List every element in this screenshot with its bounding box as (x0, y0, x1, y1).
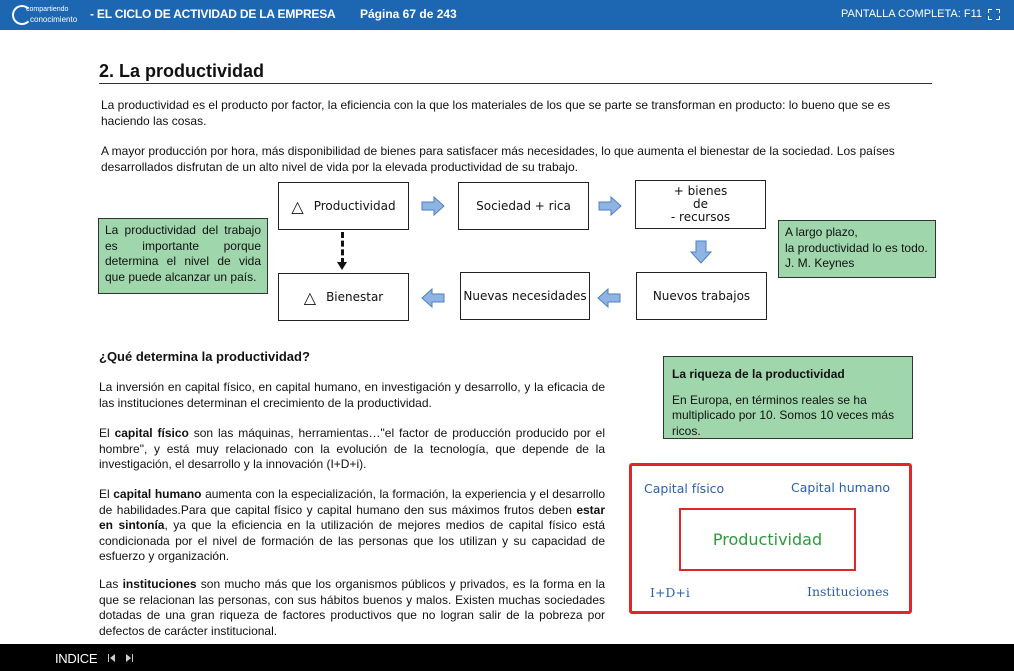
note-right-line1: A largo plazo, (785, 225, 858, 239)
section-title: 2. La productividad (99, 61, 265, 81)
diagram-box-nuevos-trabajos (636, 272, 767, 320)
text-run-bold: estar en sintonía (99, 502, 605, 532)
body-paragraph-4 (99, 577, 605, 639)
box-label-line1: + bienes (673, 184, 728, 198)
arrow-left-icon (421, 288, 445, 308)
body-paragraph-3 (99, 487, 605, 565)
document-title: - EL CICLO DE ACTIVIDAD DE LA EMPRESA (90, 7, 336, 21)
text-run: , ya que la eficiencia en la utilización de mejores medios de capital físico está condicionada por el nivel de formación de las personas que los utilizan y su capacidad de esfuerzo y organización. (99, 518, 606, 563)
diagram-box-bienes (635, 180, 766, 229)
productividad-center-box: Productividad (679, 508, 856, 571)
factor-idi: I+D+i (650, 585, 690, 600)
logo-text-top: compartiendo (26, 6, 69, 13)
text-run: son mucho más que los organismos públicos y privados, es la forma en la que se relacionan las personas, con sus hábitos buenos y malos. Existen muchas sociedades dotadas de una gran riqueza de factores productivos que no logran salir de la pobreza por defectos de carácter institucional. (99, 577, 605, 638)
factor-capital-fisico: Capital físico (644, 481, 725, 496)
intro-paragraph-2: A mayor producción por hora, más disponibilidad de bienes para satisfacer más necesidades, lo que aumenta el bienestar de la sociedad. Los países desarrollados disfrutan de un alto nivel de vida por la elevada productividad de su trabajo. (101, 144, 895, 174)
box-label: Sociedad + rica (476, 199, 571, 213)
text-run: El (99, 487, 114, 501)
index-link[interactable]: INDICE (55, 651, 98, 666)
delta-icon: △ (303, 287, 317, 307)
bottom-bar (0, 644, 1014, 671)
factor-capital-humano: Capital humano (791, 480, 891, 495)
arrow-down-head-icon (337, 262, 347, 270)
riqueza-text: En Europa, en términos reales se ha multiplicado por 10. Somos 10 veces más ricos. (672, 392, 895, 438)
text-run-bold: capital humano (113, 487, 202, 501)
text-run-bold: capital físico (114, 426, 189, 440)
riqueza-title: La riqueza de la productividad (672, 367, 845, 381)
fullscreen-button[interactable] (841, 8, 1000, 20)
text-run: Las (99, 577, 123, 591)
fullscreen-icon[interactable] (988, 9, 1000, 20)
intro-paragraph-1: La productividad es el producto por factor, la eficiencia con la que los materiales de los que se parte se transforman en producto: lo bueno que se es haciendo las cosas. (101, 98, 891, 128)
arrow-right-icon (598, 196, 622, 216)
box-label: Nuevas necesidades (463, 289, 587, 303)
diagram-box-nuevas-necesidades (460, 272, 590, 320)
text-run: El (99, 426, 115, 440)
factor-instituciones: Instituciones (807, 584, 889, 599)
diagram-box-productividad (278, 182, 409, 230)
text-run: aumenta con la especialización, la formación, la experiencia y el desarrollo de habilidades.Para que capital físico y capital humano den sus máximos frutos deben (99, 487, 606, 517)
arrow-right-icon (421, 196, 445, 216)
box-label-line3: - recursos (670, 210, 731, 224)
riqueza-box (663, 356, 913, 439)
top-bar (0, 0, 1014, 30)
logo (12, 3, 76, 27)
diagram-box-bienestar (278, 273, 409, 321)
next-page-icon[interactable] (126, 654, 131, 662)
question-heading: ¿Qué determina la productividad? (99, 349, 310, 364)
page-content (0, 30, 1014, 644)
fullscreen-label: PANTALLA COMPLETA: F11 (840, 8, 982, 20)
text-run: son las máquinas, herramientas…"el factor de producción producido por el hombre", y está muy relacionado con la evolución de la tecnología, que depende de la investigación, el desarrollo y la innovación (I+D+i). (99, 426, 605, 471)
box-label-line2: de (693, 197, 708, 211)
title-divider (99, 83, 932, 84)
note-right-line3: J. M. Keynes (785, 256, 855, 270)
logo-text-bottom: conocimiento (30, 15, 78, 24)
diagram-box-sociedad (458, 182, 589, 230)
arrow-down-icon (690, 240, 712, 264)
next-bar (132, 654, 133, 662)
body-paragraph-1: La inversión en capital físico, en capital humano, en investigación y desarrollo, y la eficacia de las instituciones determinan el crecimiento de la productividad. (99, 380, 605, 410)
box-label: Bienestar (326, 290, 384, 304)
box-label: Nuevos trabajos (652, 289, 751, 303)
delta-icon: △ (291, 196, 304, 216)
dashed-connector (341, 232, 344, 264)
previous-page-icon[interactable] (110, 654, 115, 662)
text-run-bold: instituciones (122, 577, 197, 591)
box-label: Productividad (313, 199, 396, 213)
arrow-left-icon (597, 288, 621, 308)
note-left: La productividad del trabajo es importante porque determina el nivel de vida que puede alcanzar un país. (98, 218, 268, 294)
factors-frame (629, 463, 912, 614)
note-right (778, 220, 936, 278)
body-paragraph-2 (99, 426, 605, 473)
page-indicator: Página 67 de 243 (360, 7, 457, 21)
prev-bar (108, 654, 109, 662)
note-right-line2: la productividad lo es todo. (785, 240, 928, 255)
